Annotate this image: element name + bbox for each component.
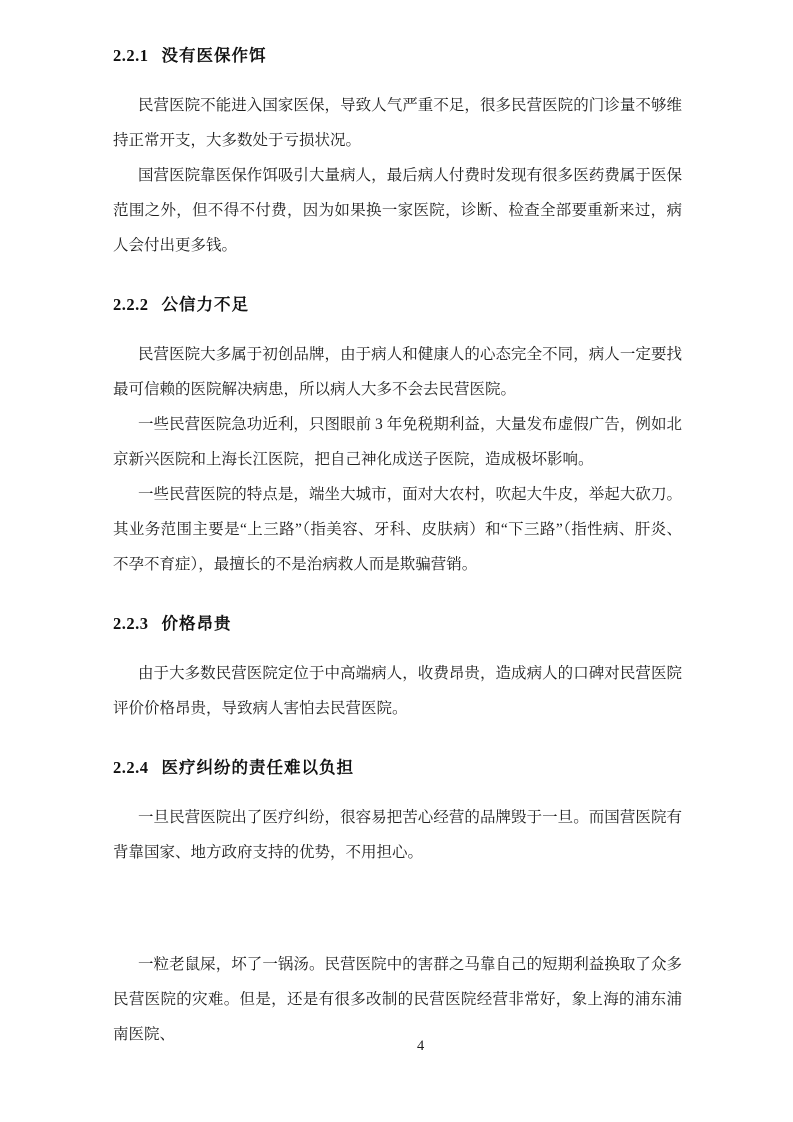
page-number: 4: [417, 1038, 425, 1054]
heading-title: 价格昂贵: [161, 615, 232, 633]
section-heading: [113, 758, 682, 778]
paragraph: 一旦民营医院出了医疗纠纷，很容易把苦心经营的品牌毁于一旦。而国营医院有背靠国家、地方政府支持的优势，不用担心。: [113, 809, 682, 861]
section-2-2-2: [113, 295, 682, 582]
section-2-2-4: [113, 758, 682, 870]
section-2-2-1: [113, 46, 682, 263]
heading-number: 2.2.2: [113, 295, 149, 314]
section-2-2-3: [113, 614, 682, 726]
heading-title: 医疗纠纷的责任难以负担: [161, 759, 354, 777]
heading-title: 公信力不足: [161, 296, 249, 314]
paragraph: 一些民营医院的特点是，端坐大城市，面对大农村，吹起大牛皮，举起大砍刀。其业务范围主要是“上三路”（指美容、牙科、皮肤病）和“下三路”（指性病、肝炎、不孕不育症），最擅长的不是治病救人而是欺骗营销。: [113, 486, 682, 573]
heading-number: 2.2.1: [113, 46, 149, 65]
paragraph: 民营医院大多属于初创品牌，由于病人和健康人的心态完全不同，病人一定要找最可信赖的医院解决病患，所以病人大多不会去民营医院。: [113, 346, 682, 398]
paragraph: 国营医院靠医保作饵吸引大量病人，最后病人付费时发现有很多医药费属于医保范围之外，但不得不付费，因为如果换一家医院，诊断、检查全部要重新来过，病人会付出更多钱。: [113, 167, 682, 254]
footer: [417, 1038, 424, 1054]
paragraph: 由于大多数民营医院定位于中高端病人，收费昂贵，造成病人的口碑对民营医院评价价格昂贵，导致病人害怕去民营医院。: [113, 665, 682, 717]
heading-number: 2.2.4: [113, 758, 149, 777]
heading-number: 2.2.3: [113, 614, 149, 633]
paragraph: 民营医院不能进入国家医保，导致人气严重不足，很多民营医院的门诊量不够维持正常开支，大多数处于亏损状况。: [113, 97, 682, 149]
page-content: [113, 46, 682, 1052]
section-heading: [113, 614, 682, 634]
section-heading: [113, 46, 682, 66]
paragraph: 一些民营医院急功近利，只图眼前 3 年免税期利益，大量发布虚假广告，例如北京新兴医院和上海长江医院，把自己神化成送子医院，造成极坏影响。: [113, 416, 682, 468]
section-heading: [113, 295, 682, 315]
heading-title: 没有医保作饵: [161, 47, 267, 65]
closing-paragraph: 一粒老鼠屎，坏了一锅汤。民营医院中的害群之马靠自己的短期利益换取了众多民营医院的灾难。但是，还是有很多改制的民营医院经营非常好，象上海的浦东浦南医院、: [113, 956, 682, 1043]
